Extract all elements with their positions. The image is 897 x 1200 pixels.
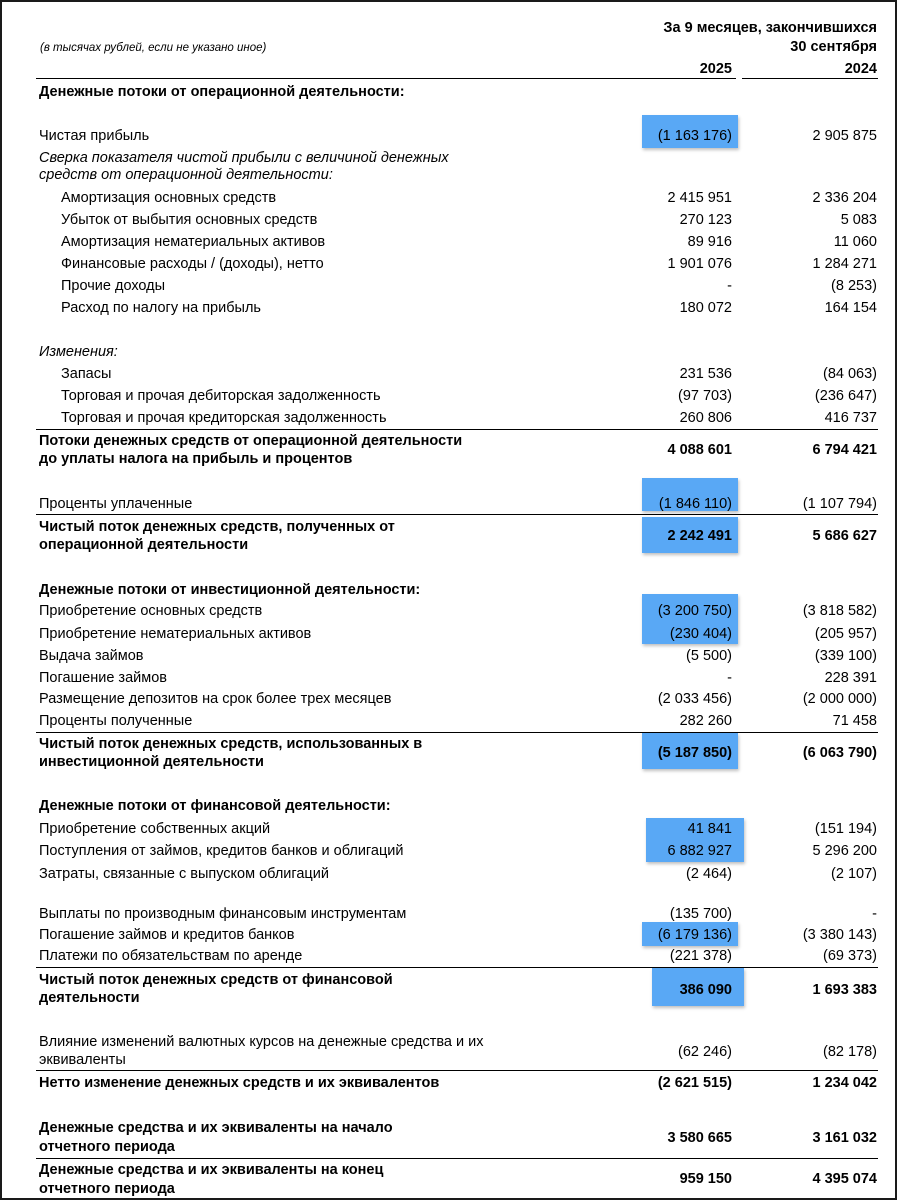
header-rule-left bbox=[36, 78, 736, 79]
investing-row-2024: (339 100) bbox=[814, 648, 877, 664]
financing-row-label: Платежи по обязательствам по аренде bbox=[39, 948, 303, 964]
cash-end-2025: 959 150 bbox=[679, 1171, 732, 1187]
before-tax-label-2: до уплаты налога на прибыль и процентов bbox=[39, 451, 353, 467]
investing-row-2025: (230 404) bbox=[669, 626, 732, 642]
reconciliation-title-1: Сверка показателя чистой прибыли с величиной денежных bbox=[39, 150, 449, 166]
operating-section-title: Денежные потоки от операционной деятельности: bbox=[39, 84, 405, 100]
financing-row-label: Затраты, связанные с выпуском облигаций bbox=[39, 866, 329, 882]
financing-row-2024: (2 107) bbox=[831, 866, 877, 882]
investing-row-2025: - bbox=[727, 670, 732, 686]
adjustment-2024: (8 253) bbox=[831, 278, 877, 294]
interest-paid-label: Проценты уплаченные bbox=[39, 496, 193, 512]
financing-row-2025: (6 179 136) bbox=[657, 927, 732, 943]
adjustment-2025: - bbox=[727, 278, 732, 294]
fx-effect-2024: (82 178) bbox=[822, 1044, 877, 1060]
investing-row-label: Приобретение нематериальных активов bbox=[39, 626, 312, 642]
cash-end-label-1: Денежные средства и их эквиваленты на конец bbox=[39, 1162, 384, 1178]
adjustment-2025: 2 415 951 bbox=[667, 190, 732, 206]
adjustment-label: Амортизация нематериальных активов bbox=[61, 234, 326, 250]
financing-row-2025: (221 378) bbox=[669, 948, 732, 964]
adjustment-label: Расход по налогу на прибыль bbox=[61, 300, 261, 316]
changes-title: Изменения: bbox=[39, 344, 118, 360]
financing-row-2025: 41 841 bbox=[687, 821, 732, 837]
financing-row-label: Погашение займов и кредитов банков bbox=[39, 927, 295, 943]
financing-row-2025: (2 464) bbox=[686, 866, 732, 882]
cash-end-rule bbox=[36, 1158, 878, 1159]
investing-row-2025: 282 260 bbox=[679, 713, 732, 729]
financing-net-2024: 1 693 383 bbox=[812, 982, 877, 998]
financing-net-label-2: деятельности bbox=[39, 990, 140, 1006]
investing-row-2024: 228 391 bbox=[824, 670, 877, 686]
net-change-label: Нетто изменение денежных средств и их эквивалентов bbox=[39, 1075, 440, 1091]
year-prior: 2024 bbox=[844, 61, 877, 77]
cash-begin-2024: 3 161 032 bbox=[812, 1130, 877, 1146]
financing-row-2025: (135 700) bbox=[669, 906, 732, 922]
before-tax-2025: 4 088 601 bbox=[667, 442, 732, 458]
before-tax-rule bbox=[36, 429, 878, 430]
change-2024: (236 647) bbox=[814, 388, 877, 404]
investing-net-2024: (6 063 790) bbox=[802, 745, 877, 761]
adjustment-2024: 164 154 bbox=[824, 300, 877, 316]
financing-row-2024: (69 373) bbox=[822, 948, 877, 964]
change-2024: 416 737 bbox=[824, 410, 877, 426]
investing-row-2024: 71 458 bbox=[832, 713, 877, 729]
financing-row-2024: (151 194) bbox=[814, 821, 877, 837]
cash-begin-label-1: Денежные средства и их эквиваленты на начало bbox=[39, 1120, 393, 1136]
period-header-line1: За 9 месяцев, закончившихся bbox=[663, 20, 877, 36]
financing-row-2024: - bbox=[872, 906, 877, 922]
units-note: (в тысячах рублей, если не указано иное) bbox=[40, 42, 267, 54]
net-profit-2025: (1 163 176) bbox=[657, 128, 732, 144]
change-2025: 260 806 bbox=[679, 410, 732, 426]
investing-row-label: Проценты полученные bbox=[39, 713, 193, 729]
investing-net-label-2: инвестиционной деятельности bbox=[39, 754, 264, 770]
change-label: Торговая и прочая дебиторская задолженность bbox=[61, 388, 381, 404]
year-current: 2025 bbox=[699, 61, 732, 77]
financing-net-rule bbox=[36, 967, 878, 968]
investing-net-2025: (5 187 850) bbox=[657, 745, 732, 761]
before-tax-2024: 6 794 421 bbox=[812, 442, 877, 458]
fx-effect-label-2: эквиваленты bbox=[39, 1052, 126, 1068]
cash-end-label-2: отчетного периода bbox=[39, 1181, 175, 1197]
investing-row-label: Выдача займов bbox=[39, 648, 144, 664]
net-change-2024: 1 234 042 bbox=[812, 1075, 877, 1091]
header-rule-right bbox=[742, 78, 878, 79]
change-label: Запасы bbox=[61, 366, 112, 382]
adjustment-label: Прочие доходы bbox=[61, 278, 166, 294]
investing-net-label-1: Чистый поток денежных средств, использованных в bbox=[39, 736, 423, 752]
adjustment-2024: 2 336 204 bbox=[812, 190, 877, 206]
investing-row-2024: (3 818 582) bbox=[802, 603, 877, 619]
operating-net-label-1: Чистый поток денежных средств, полученных от bbox=[39, 519, 395, 535]
investing-section-title: Денежные потоки от инвестиционной деятельности: bbox=[39, 582, 421, 598]
adjustment-2024: 5 083 bbox=[840, 212, 877, 228]
operating-net-2024: 5 686 627 bbox=[812, 528, 877, 544]
net-profit-2024: 2 905 875 bbox=[812, 128, 877, 144]
change-2024: (84 063) bbox=[822, 366, 877, 382]
adjustment-label: Амортизация основных средств bbox=[61, 190, 277, 206]
change-label: Торговая и прочая кредиторская задолженность bbox=[61, 410, 387, 426]
investing-row-label: Приобретение основных средств bbox=[39, 603, 263, 619]
financing-row-2024: 5 296 200 bbox=[812, 843, 877, 859]
investing-net-rule bbox=[36, 732, 878, 733]
investing-row-2024: (205 957) bbox=[814, 626, 877, 642]
financing-net-label-1: Чистый поток денежных средств от финансовой bbox=[39, 972, 393, 988]
change-2025: (97 703) bbox=[677, 388, 732, 404]
investing-row-label: Погашение займов bbox=[39, 670, 167, 686]
adjustment-2025: 1 901 076 bbox=[667, 256, 732, 272]
reconciliation-title-2: средств от операционной деятельности: bbox=[39, 167, 333, 183]
net-change-rule bbox=[36, 1070, 878, 1071]
investing-row-2025: (2 033 456) bbox=[657, 691, 732, 707]
financing-row-label: Поступления от займов, кредитов банков и облигаций bbox=[39, 843, 404, 859]
financing-row-2025: 6 882 927 bbox=[667, 843, 732, 859]
financing-section-title: Денежные потоки от финансовой деятельности: bbox=[39, 798, 391, 814]
adjustment-2025: 89 916 bbox=[687, 234, 732, 250]
financing-net-2025: 386 090 bbox=[679, 982, 732, 998]
change-2025: 231 536 bbox=[679, 366, 732, 382]
cash-begin-2025: 3 580 665 bbox=[667, 1130, 732, 1146]
period-header-line2: 30 сентября bbox=[790, 39, 877, 55]
cash-begin-label-2: отчетного периода bbox=[39, 1139, 175, 1155]
net-change-2025: (2 621 515) bbox=[657, 1075, 732, 1091]
fx-effect-2025: (62 246) bbox=[677, 1044, 732, 1060]
cash-end-2024: 4 395 074 bbox=[812, 1171, 877, 1187]
financing-row-label: Приобретение собственных акций bbox=[39, 821, 271, 837]
financing-row-label: Выплаты по производным финансовым инструментам bbox=[39, 906, 407, 922]
operating-net-2025: 2 242 491 bbox=[667, 528, 732, 544]
adjustment-2024: 1 284 271 bbox=[812, 256, 877, 272]
operating-net-label-2: операционной деятельности bbox=[39, 537, 249, 553]
adjustment-label: Финансовые расходы / (доходы), нетто bbox=[61, 256, 324, 272]
adjustment-label: Убыток от выбытия основных средств bbox=[61, 212, 318, 228]
investing-row-2025: (3 200 750) bbox=[657, 603, 732, 619]
interest-paid-2024: (1 107 794) bbox=[802, 496, 877, 512]
investing-row-label: Размещение депозитов на срок более трех месяцев bbox=[39, 691, 392, 707]
investing-row-2024: (2 000 000) bbox=[802, 691, 877, 707]
adjustment-2025: 180 072 bbox=[679, 300, 732, 316]
financing-row-2024: (3 380 143) bbox=[802, 927, 877, 943]
net-profit-label: Чистая прибыль bbox=[39, 128, 150, 144]
fx-effect-label-1: Влияние изменений валютных курсов на денежные средства и их bbox=[39, 1034, 484, 1050]
operating-net-rule bbox=[36, 514, 878, 515]
before-tax-label-1: Потоки денежных средств от операционной деятельности bbox=[39, 433, 463, 449]
interest-paid-2025: (1 846 110) bbox=[658, 496, 732, 512]
adjustment-2024: 11 060 bbox=[833, 234, 877, 250]
investing-row-2025: (5 500) bbox=[686, 648, 732, 664]
adjustment-2025: 270 123 bbox=[679, 212, 732, 228]
